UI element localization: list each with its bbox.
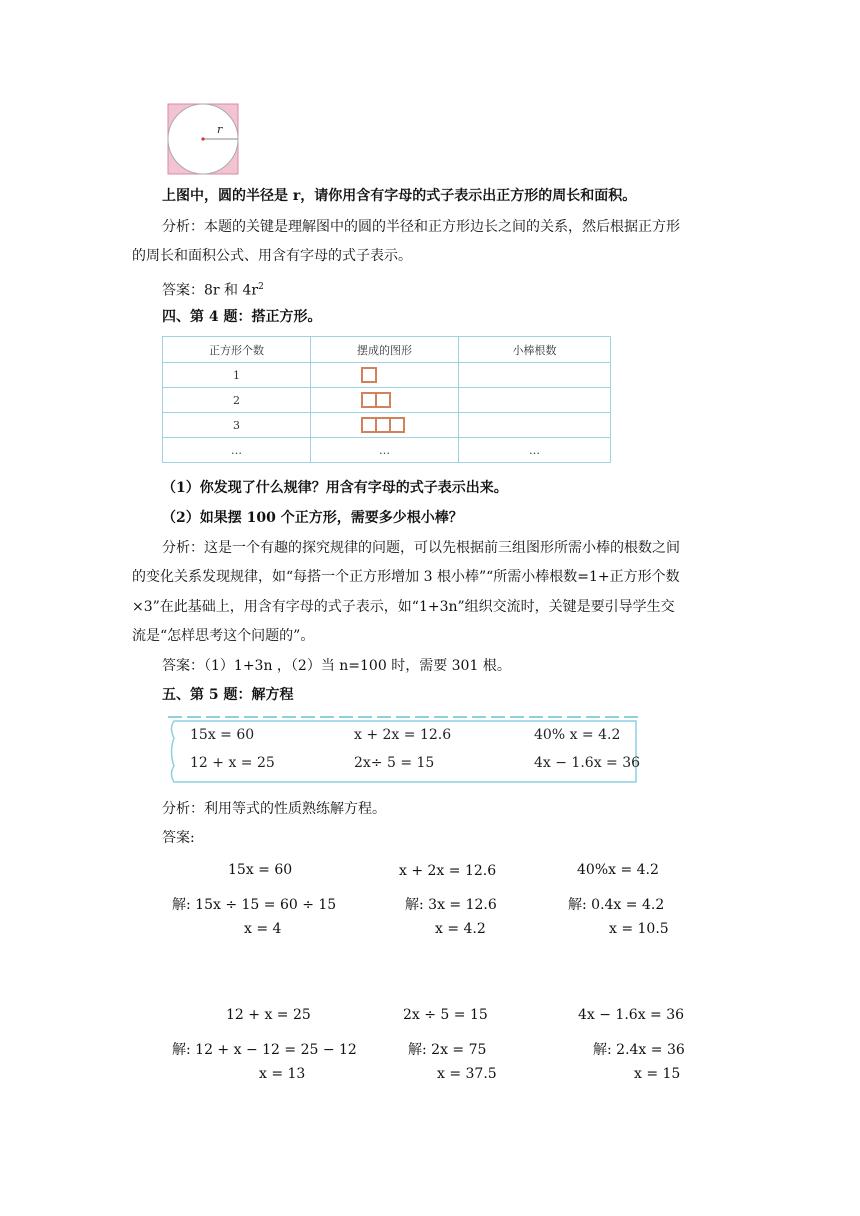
solution-result: x = 10.5 — [609, 921, 669, 937]
table-row: 1 — [163, 363, 611, 388]
solution-result: x = 37.5 — [437, 1066, 497, 1082]
header-square-count: 正方形个数 — [163, 337, 311, 363]
stick-square — [361, 367, 377, 383]
stick-square — [375, 392, 391, 408]
square-figure-1 — [311, 363, 459, 388]
q3-prompt: 上图中，圆的半径是 r，请你用含有字母的式子表示出正方形的周长和面积。 — [162, 188, 637, 204]
solution-step: 解: 0.4x = 4.2 — [568, 897, 665, 913]
equation-panel — [166, 714, 640, 786]
q3-answer: 答案：8r 和 $4r^2$ — [162, 282, 264, 299]
solution-result: x = 15 — [634, 1066, 681, 1082]
q4-analysis-line4: 流是“怎样思考这个问题的”。 — [132, 628, 315, 644]
solution-step: 解: 15x ÷ 15 = 60 ÷ 15 — [172, 897, 337, 913]
solution-step: 解: 3x = 12.6 — [405, 897, 497, 913]
equation: 4x − 1.6x = 36 — [534, 755, 641, 771]
panel-frame — [166, 714, 640, 786]
table-row: 2 — [163, 388, 611, 413]
q4-heading: 四、第 4 题：搭正方形。 — [162, 309, 322, 325]
q4-sub1: （1）你发现了什么规律？用含有字母的式子表示出来。 — [162, 480, 508, 496]
solution-result: x = 4 — [244, 921, 282, 937]
q5-analysis: 分析：利用等式的性质熟练解方程。 — [162, 801, 386, 817]
header-figure: 摆成的图形 — [311, 337, 459, 363]
header-stick-count: 小棒根数 — [459, 337, 611, 363]
table-row: 3 — [163, 413, 611, 438]
square-figure-3 — [311, 413, 459, 438]
q3-analysis-line1: 分析：本题的关键是理解图中的圆的半径和正方形边长之间的关系，然后根据正方形 — [162, 219, 680, 235]
solution-equation: 2x ÷ 5 = 15 — [403, 1007, 488, 1023]
solution-equation: 12 + x = 25 — [226, 1007, 311, 1023]
solution-result: x = 13 — [259, 1066, 306, 1082]
equation: 12 + x = 25 — [190, 755, 275, 771]
solution-equation: x + 2x = 12.6 — [399, 863, 497, 879]
solution-equation: 40%x = 4.2 — [577, 862, 659, 878]
solution-step: 解: 2x = 75 — [408, 1042, 487, 1058]
squares-table — [162, 336, 611, 463]
q4-analysis-line2: 的变化关系发现规律，如“每搭一个正方形增加 3 根小棒”“所需小棒根数=1+正方形个数 — [132, 569, 680, 585]
stick-square — [389, 417, 405, 433]
q4-analysis-line1: 分析：这是一个有趣的探究规律的问题，可以先根据前三组图形所需小棒的根数之间 — [162, 540, 680, 556]
equation: 40% x = 4.2 — [534, 727, 621, 743]
equation: 2x÷ 5 = 15 — [354, 755, 435, 771]
solution-equation: 15x = 60 — [228, 862, 293, 878]
solution-result: x = 4.2 — [435, 921, 486, 937]
circle-in-square-figure — [167, 103, 239, 175]
q5-heading: 五、第 5 题：解方程 — [162, 687, 294, 703]
q4-analysis-line3: ×3”在此基础上，用含有字母的式子表示，如“1+3n”组织交流时，关键是要引导学生交 — [132, 599, 675, 615]
square-figure-2 — [311, 388, 459, 413]
radius-label: r — [217, 123, 223, 136]
solution-equation: 4x − 1.6x = 36 — [578, 1007, 685, 1023]
solution-step: 解: 12 + x − 12 = 25 − 12 — [172, 1042, 357, 1058]
table-row: … … … — [163, 438, 611, 463]
q4-sub2: （2）如果摆 100 个正方形，需要多少根小棒？ — [162, 510, 463, 526]
equation: 15x = 60 — [190, 727, 255, 743]
q3-analysis-line2: 的周长和面积公式、用含有字母的式子表示。 — [132, 248, 412, 264]
equation: x + 2x = 12.6 — [354, 727, 452, 743]
q4-answer: 答案：（1）1+3n ，（2）当 n=100 时，需要 301 根。 — [162, 658, 511, 674]
solution-step: 解: 2.4x = 36 — [593, 1042, 685, 1058]
q5-answer-label: 答案: — [162, 830, 195, 846]
